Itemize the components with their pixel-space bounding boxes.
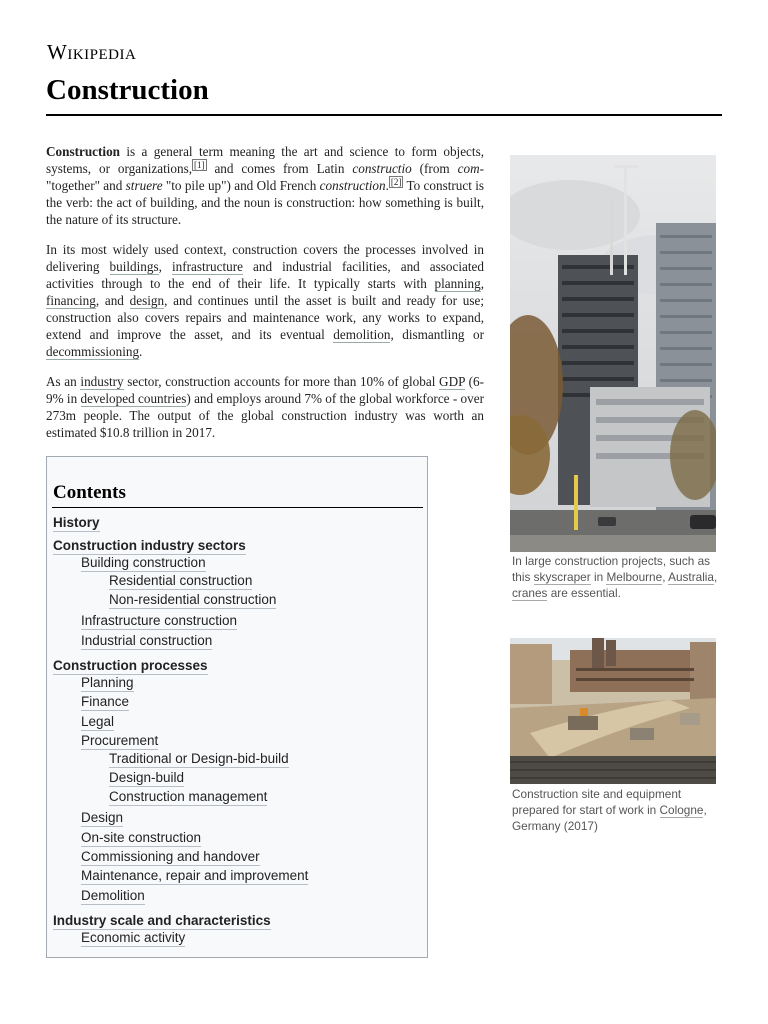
- toc-item-finance[interactable]: Finance: [81, 694, 130, 709]
- page-title: Construction: [46, 74, 209, 106]
- construction-site-caption: [512, 786, 718, 834]
- link-australia[interactable]: Australia: [668, 570, 714, 584]
- toc-item-construction-management[interactable]: Construction management: [109, 789, 268, 804]
- text: ,: [158, 259, 172, 274]
- link-demolition[interactable]: demolition: [333, 327, 391, 342]
- text: ,: [480, 276, 484, 291]
- toc-item-demolition[interactable]: Demolition: [81, 888, 145, 903]
- text: , and continues until the asset is built and ready for use; construction also covers repairs and maintenance work, any works to expand, extend and improve the asset, and its eventual: [46, 293, 484, 342]
- text: (6-9% in: [46, 374, 484, 406]
- wikipedia-wordmark[interactable]: Wikipedia: [47, 40, 137, 64]
- link-melbourne[interactable]: Melbourne: [606, 570, 663, 584]
- link-financing[interactable]: financing: [46, 293, 96, 308]
- toc-item-industry-scale[interactable]: Industry scale and characteristics: [53, 913, 271, 928]
- toc-item-planning[interactable]: Planning: [81, 675, 134, 690]
- text: .: [385, 178, 389, 193]
- link-design[interactable]: design: [129, 293, 165, 308]
- skyscraper-caption: [512, 553, 718, 601]
- toc-item-industrial[interactable]: Industrial construction: [81, 633, 213, 648]
- text: As an: [46, 374, 81, 389]
- text: sector, construction accounts for more than 10% of global: [123, 374, 440, 389]
- latin-verb: struere: [125, 178, 163, 193]
- text: ,: [714, 570, 718, 584]
- article-body: [46, 143, 484, 454]
- text: Construction site and equipment prepared for start of work in: [512, 787, 682, 817]
- citation-2[interactable]: [2]: [390, 176, 402, 187]
- link-planning[interactable]: planning: [434, 276, 481, 291]
- construction-site-photo[interactable]: [510, 638, 716, 784]
- text: To construct is the verb: the act of building, and the noun is construction: how something is built, the nature of its structure.: [46, 178, 484, 227]
- toc-item-residential[interactable]: Residential construction: [109, 573, 253, 588]
- toc-item-design-bid-build[interactable]: Traditional or Design-bid-build: [109, 751, 289, 766]
- link-cologne[interactable]: Cologne: [659, 803, 704, 817]
- text: ) and employs around 7% of the global workforce - over 273m people. The output of the global construction industry was worth an estimated $10.8 trillion in 2017.: [46, 391, 484, 440]
- link-decommissioning[interactable]: decommissioning: [46, 344, 140, 359]
- toc-item-infrastructure[interactable]: Infrastructure construction: [81, 613, 238, 628]
- toc-item-on-site[interactable]: On-site construction: [81, 830, 202, 845]
- text: ,: [662, 570, 669, 584]
- latin-term: constructio: [352, 161, 412, 176]
- toc-item-history[interactable]: History: [53, 515, 100, 530]
- toc-item-legal[interactable]: Legal: [81, 714, 115, 729]
- text: is a general term meaning the art and science to form objects, systems, or organizations,: [46, 144, 484, 176]
- toc-item-economic-activity[interactable]: Economic activity: [81, 930, 186, 945]
- link-cranes[interactable]: cranes: [512, 586, 548, 600]
- latin-prefix: com-: [457, 161, 484, 176]
- text: In large construction projects, such as this: [512, 554, 711, 584]
- toc-item-industry-sectors[interactable]: Construction industry sectors: [53, 538, 246, 553]
- link-skyscraper[interactable]: skyscraper: [533, 570, 591, 584]
- toc-item-procurement[interactable]: Procurement: [81, 733, 159, 748]
- text: .: [139, 344, 143, 359]
- toc-title: Contents: [53, 482, 126, 503]
- link-gdp[interactable]: GDP: [439, 374, 465, 389]
- paragraph-intro: [46, 143, 484, 228]
- toc-item-design[interactable]: Design: [81, 810, 124, 825]
- text: and comes from Latin: [206, 161, 353, 176]
- link-industry[interactable]: industry: [80, 374, 124, 389]
- text: In its most widely used context, construction covers the processes involved in delivering: [46, 242, 484, 274]
- text: "to pile up") and Old French: [162, 178, 320, 193]
- text: are essential.: [547, 586, 621, 600]
- toc-item-building-construction[interactable]: Building construction: [81, 555, 206, 570]
- toc-item-maintenance[interactable]: Maintenance, repair and improvement: [81, 868, 309, 883]
- text: , and: [95, 293, 130, 308]
- toc-item-commissioning[interactable]: Commissioning and handover: [81, 849, 260, 864]
- text: (from: [411, 161, 458, 176]
- bold-term: Construction: [46, 144, 120, 159]
- text: , Germany (2017): [512, 803, 707, 833]
- skyscraper-photo[interactable]: [510, 155, 716, 552]
- paragraph-context: [46, 241, 484, 360]
- link-developed-countries[interactable]: developed countries: [80, 391, 187, 406]
- text: in: [590, 570, 607, 584]
- link-buildings[interactable]: buildings: [109, 259, 159, 274]
- toc-divider: [52, 507, 423, 508]
- citation-1[interactable]: [1]: [194, 159, 205, 170]
- link-infrastructure[interactable]: infrastructure: [171, 259, 243, 274]
- table-of-contents: [46, 456, 428, 958]
- text: and industrial facilities, and associated activities through to the end of their life. It typically starts with: [46, 259, 484, 291]
- toc-item-processes[interactable]: Construction processes: [53, 658, 208, 673]
- toc-item-design-build[interactable]: Design-build: [109, 770, 185, 785]
- text: "together" and: [46, 178, 126, 193]
- paragraph-economy: [46, 373, 484, 441]
- french-term: construction: [319, 178, 386, 193]
- title-divider: [46, 114, 722, 116]
- text: , dismantling or: [390, 327, 484, 342]
- toc-item-non-residential[interactable]: Non-residential construction: [109, 592, 277, 607]
